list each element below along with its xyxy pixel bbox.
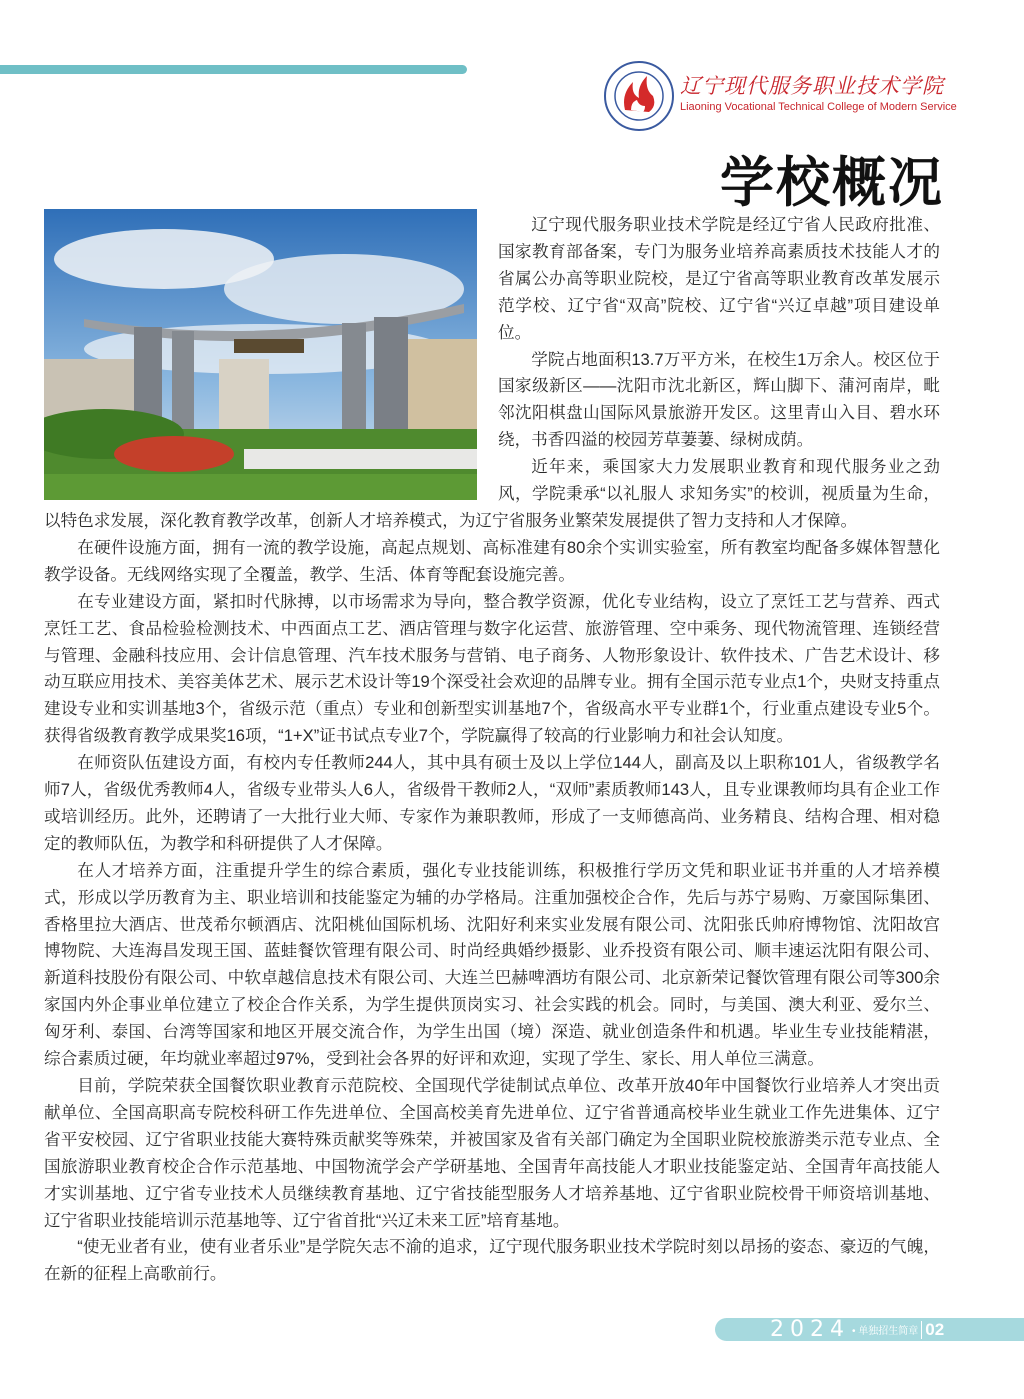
footer-year: 2024 xyxy=(770,1317,850,1342)
page-number: 02 xyxy=(925,1319,945,1339)
logo-chinese-name: 辽宁现代服务职业技术学院 xyxy=(680,74,944,98)
page-footer xyxy=(715,1318,1024,1341)
college-logo-icon xyxy=(603,60,675,132)
paragraph-honors: 目前，学院荣获全国餐饮职业教育示范院校、全国现代学徒制试点单位、改革开放40年中国餐饮行业培养人才突出贡献单位、全国高职高专院校科研工作先进单位、全国高校美育先进单位、辽宁省普通高校毕业生就业工作先进集体、辽宁省平安校园、辽宁省职业技能大赛特殊贡献奖等殊荣，并被国家及省有关部门确定为全国职业院校旅游类示范专业点、全国旅游职业教育校企合作示范基地、中国物流学会产学研基地、全国青年高技能人才职业技能鉴定站、全国青年高技能人才实训基地、辽宁省专业技术人员继续教育基地、辽宁省技能型服务人才培养基地、辽宁省职业院校骨干师资培训基地、辽宁省职业技能培训示范基地等、辽宁省首批“兴辽未来工匠”培育基地。 xyxy=(44,1076,940,1230)
paragraph-majors: 在专业建设方面，紧扣时代脉搏，以市场需求为导向，整合教学资源，优化专业结构，设立了烹饪工艺与营养、西式烹饪工艺、食品检验检测技术、中西面点工艺、酒店管理与数字化运营、旅游管理、空中乘务、现代物流管理、连锁经营与管理、金融科技应用、会计信息管理、汽车技术服务与营销、电子商务、人物形象设计、软件技术、广告艺术设计、移动互联应用技术、美容美体艺术、展示艺术设计等19个深受社会欢迎的品牌专业。拥有全国示范专业点1个，央财支持重点建设专业和实训基地3个，省级示范（重点）专业和创新型实训基地7个，省级高水平专业群1个，行业重点建设专业5个。获得省级教育教学成果奖16项，“1+X”证书试点专业7个，学院赢得了较高的行业影响力和社会认知度。 xyxy=(44,591,940,746)
paragraph-faculty: 在师资队伍建设方面，有校内专任教师244人，其中具有硕士及以上学位144人，副高及以上职称101人，省级教学名师7人，省级优秀教师4人，省级专业带头人6人，省级骨干教师2人，“双师”素质教师143人，且专业课教师均具有企业工作或培训经历。此外，还聘请了一大批行业大师、专家作为兼职教师，形成了一支师德高尚、业务精良、结构合理、相对稳定的教师队伍，为教学和科研提供了人才保障。 xyxy=(44,753,940,853)
footer-subtitle: • 单独招生简章 xyxy=(852,1326,919,1337)
page-title: 学校概况 xyxy=(720,150,944,214)
paragraph-campus: 学院占地面积13.7万平方米，在校生1万余人。校区位于国家级新区——沈阳市沈北新区，辉山脚下、蒲河南岸，毗邻沈阳棋盘山国际风景旅游开发区。这里青山入目、碧水环绕，书香四溢的校园芳草萋萋、绿树成荫。 xyxy=(498,349,940,450)
logo-english-name: Liaoning Vocational Technical College of Modern Service xyxy=(680,101,957,113)
article-body xyxy=(44,212,940,1288)
paragraph-training: 在人才培养方面，注重提升学生的综合素质，强化专业技能训练，积极推行学历文凭和职业证书并重的人才培养模式，形成以学历教育为主、职业培训和技能鉴定为辅的办学格局。注重加强校企合作，先后与苏宁易购、万豪国际集团、香格里拉大酒店、世茂希尔顿酒店、沈阳桃仙国际机场、沈阳好利来实业发展有限公司、沈阳张氏帅府博物馆、沈阳故宫博物院、大连海昌发现王国、蓝蛙餐饮管理有限公司、时尚经典婚纱摄影、业乔投资有限公司、顺丰速运沈阳有限公司、新道科技股份有限公司、中软卓越信息技术有限公司、大连兰巴赫啤酒坊有限公司、北京新荣记餐饮管理有限公司等300余家国内外企事业单位建立了校企合作关系，为学生提供顶岗实习、社会实践的机会。同时，与美国、澳大利亚、爱尔兰、匈牙利、泰国、台湾等国家和地区开展交流合作，为学生出国（境）深造、就业创造条件和机遇。毕业生专业技能精湛，综合素质过硬，年均就业率超过97%，受到社会各界的好评和欢迎，实现了学生、家长、用人单位三满意。 xyxy=(44,860,940,1069)
paragraph-closing: “使无业者有业，使有业者乐业”是学院矢志不渝的追求，辽宁现代服务职业技术学院时刻以昂扬的姿态、豪迈的气魄，在新的征程上高歌前行。 xyxy=(44,1237,940,1284)
campus-gate-photo xyxy=(44,209,477,500)
top-accent-bar xyxy=(0,65,467,74)
paragraph-facilities: 在硬件设施方面，拥有一流的教学设施，高起点规划、高标准建有80余个实训实验室，所有教室均配备多媒体智慧化教学设备。无线网络实现了全覆盖，教学、生活、体育等配套设施完善。 xyxy=(44,537,940,584)
footer-divider xyxy=(921,1321,922,1339)
paragraph-intro: 辽宁现代服务职业技术学院是经辽宁省人民政府批准、国家教育部备案，专门为服务业培养高素质技术技能人才的省属公办高等职业院校，是辽宁省高等职业教育改革发展示范学校、辽宁省“双高”院校、辽宁省“兴辽卓越”项目建设单位。 xyxy=(498,215,940,342)
paragraph-development: 近年来，乘国家大力发展职业教育和现代服务业之劲风，学院秉承“以礼服人 求知务实”的校训，视质量为生命，以特色求发展，深化教育教学改革，创新人才培养模式，为辽宁省服务业繁荣发展提供了智力支持和人才保障。 xyxy=(44,457,940,530)
